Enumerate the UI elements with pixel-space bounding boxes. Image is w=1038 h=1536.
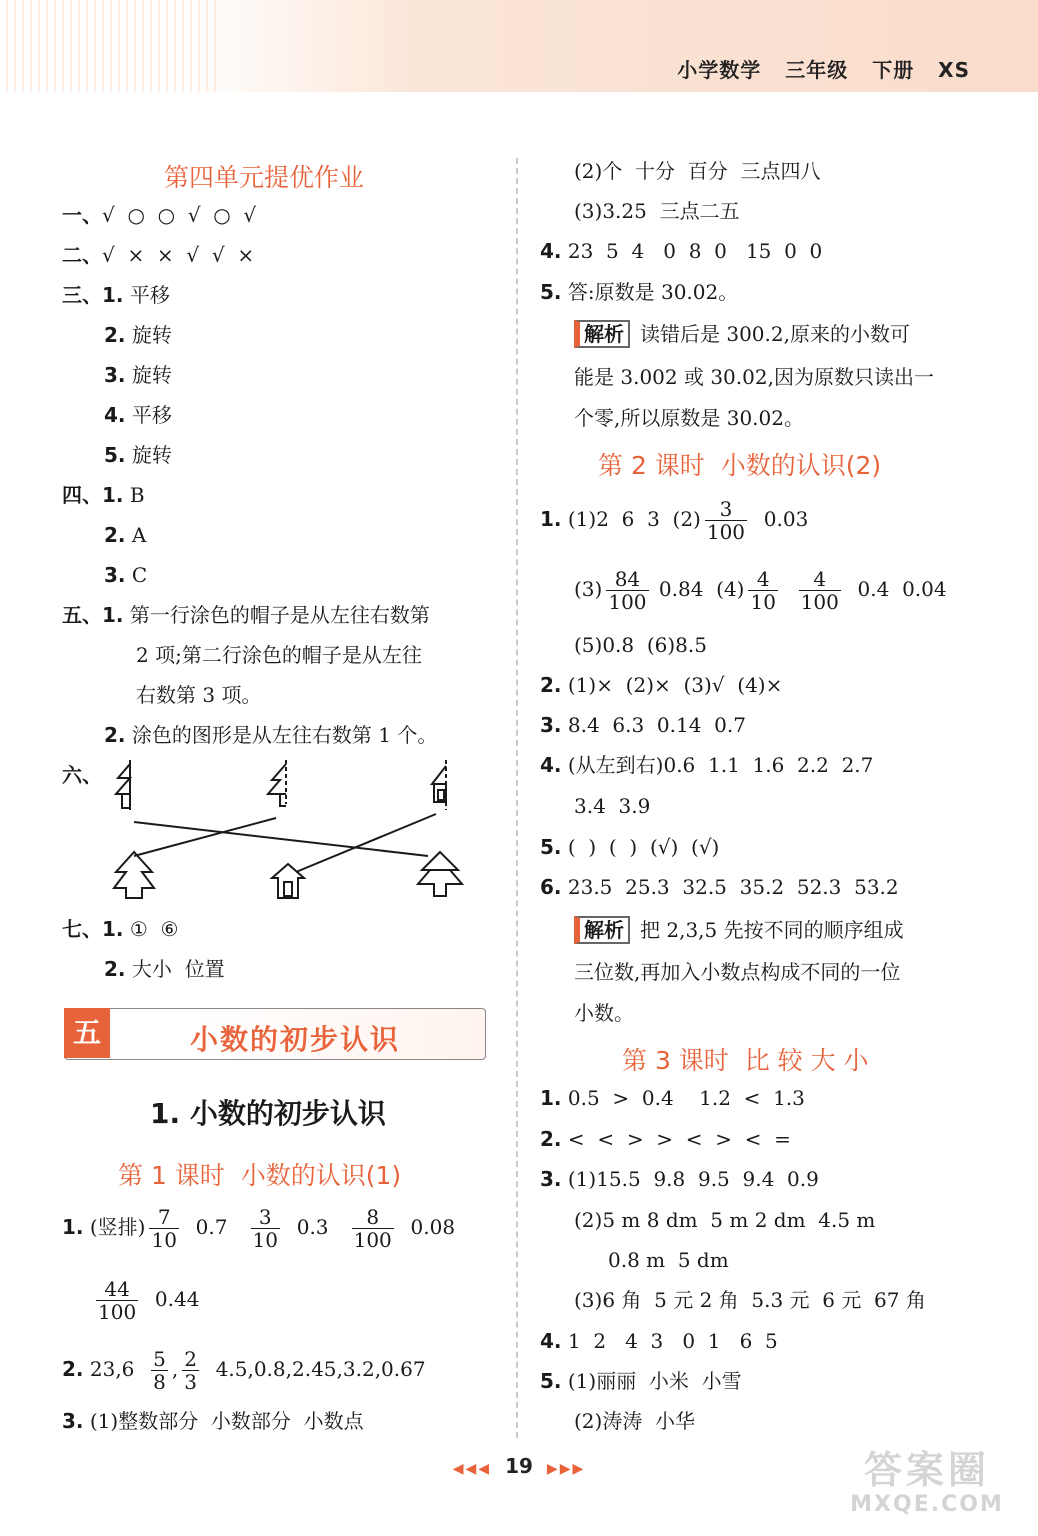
header-decoration — [0, 0, 220, 92]
fraction: $\frac{4}{10}$ — [750, 567, 776, 614]
answer-q3-3: 3. 旋转 — [104, 363, 172, 387]
period-2-title: 第 2 课时 小数的认识(2) — [598, 451, 882, 480]
fraction: $\frac{2}{3}$ — [184, 1347, 197, 1394]
fraction: $\frac{5}{8}$ — [153, 1347, 166, 1394]
left-arrows-icon: ◀◀◀ — [452, 1461, 492, 1477]
answer-q4-2: 2. A — [104, 523, 147, 547]
answer-q1: 一、√ ○ ○ √ ○ √ — [62, 203, 257, 227]
p3-q3b: (2)5 m 8 dm 5 m 2 dm 4.5 m — [574, 1208, 876, 1232]
p3-q2: 2. < < > > < > < = — [540, 1127, 791, 1151]
answer-q3-1: 三、1. 平移 — [62, 283, 170, 307]
answer-q2: 二、√ × × √ √ × — [62, 243, 255, 267]
p2-q2: 2. (1)× (2)× (3)√ (4)× — [540, 673, 783, 697]
analysis-1c: 个零,所以原数是 30.02。 — [574, 406, 804, 430]
r-line-3: 4. 23 5 4 0 8 0 15 0 0 — [540, 239, 823, 263]
chapter-title: 小数的初步认识 — [190, 1023, 401, 1056]
bottom-shape-1 — [114, 852, 154, 898]
top-shape-3 — [432, 760, 446, 810]
answer-q3-2: 2. 旋转 — [104, 323, 172, 347]
fraction: $\frac{7}{10}$ — [151, 1205, 177, 1252]
column-divider — [516, 158, 518, 1438]
right-arrows-icon: ▶▶▶ — [546, 1461, 586, 1477]
analysis-2b: 三位数,再加入小数点构成不同的一位 — [574, 960, 901, 984]
header-subject: 小学数学 — [677, 58, 762, 82]
analysis-2c: 小数。 — [574, 1001, 634, 1025]
p2-q6: 6. 23.5 25.3 32.5 35.2 52.3 53.2 — [540, 875, 899, 899]
header-volume: 下册 — [872, 58, 915, 82]
p2-q1: 1. (1)2 6 3 (2) $\frac{3}{100}$ 0.03 — [540, 497, 809, 544]
fraction: $\frac{84}{100}$ — [608, 567, 647, 614]
p1-q1: 1. (竖排) $\frac{7}{10}$ 0.7 $\frac{3}{10}$ 0.3 $\frac{8}{100}$ 0.08 — [62, 1205, 456, 1252]
page-header — [677, 54, 970, 83]
analysis-tag: 解析 — [574, 320, 630, 348]
watermark-logo: 答案圈 MXQE.COM — [850, 1448, 1004, 1517]
fraction: $\frac{3}{10}$ — [252, 1205, 278, 1252]
page-number: 19 — [505, 1454, 533, 1478]
answer-q5-1c: 右数第 3 项。 — [136, 683, 262, 707]
answer-q5-2: 2. 涂色的图形是从左往右数第 1 个。 — [104, 723, 438, 747]
p2-q1b: (3) $\frac{84}{100}$ 0.84 (4) $\frac{4}{10}$ $\frac{4}{100}$ 0.4 0.04 — [574, 567, 947, 614]
bottom-shape-3 — [418, 852, 462, 896]
analysis-tag: 解析 — [574, 916, 630, 944]
p1-q2: 2. 23,6 $\frac{5}{8}$ , $\frac{2}{3}$ 4.5,0.8,2.45,3.2,0.67 — [62, 1347, 426, 1394]
p1-q3: 3. (1)整数部分 小数部分 小数点 — [62, 1409, 364, 1433]
answer-q5-1b: 2 项;第二行涂色的帽子是从左往 — [136, 643, 422, 667]
fraction: $\frac{4}{100}$ — [800, 567, 839, 614]
header-grade: 三年级 — [785, 58, 849, 82]
r-line-1: (2)个 十分 百分 三点四八 — [574, 159, 821, 183]
r-line-4: 5. 答:原数是 30.02。 — [540, 280, 739, 304]
p3-q3c: 0.8 m 5 dm — [608, 1248, 729, 1272]
period-1-title: 第 1 课时 小数的认识(1) — [118, 1161, 402, 1190]
p3-q1: 1. 0.5 > 0.4 1.2 < 1.3 — [540, 1086, 805, 1110]
p3-q3d: (3)6 角 5 元 2 角 5.3 元 6 元 67 角 — [574, 1288, 926, 1312]
p1-q1b: $\frac{44}{100}$ 0.44 — [98, 1277, 200, 1324]
answer-q5-1: 五、1. 第一行涂色的帽子是从左往右数第 — [62, 603, 430, 627]
answer-q4-1: 四、1. B — [62, 483, 145, 507]
header-edition: XS — [938, 58, 970, 82]
p3-q4: 4. 1 2 4 3 0 1 6 5 — [540, 1329, 778, 1353]
answer-q3-4: 4. 平移 — [104, 403, 172, 427]
p2-q1c: (5)0.8 (6)8.5 — [574, 633, 707, 657]
analysis-2: 解析 把 2,3,5 先按不同的顺序组成 — [574, 916, 904, 944]
p3-q5: 5. (1)丽丽 小米 小雪 — [540, 1369, 742, 1393]
p2-q3: 3. 8.4 6.3 0.14 0.7 — [540, 713, 746, 737]
p3-q3: 3. (1)15.5 9.8 9.5 9.4 0.9 — [540, 1167, 819, 1191]
answer-q7-2: 2. 大小 位置 — [104, 957, 225, 981]
top-shape-1 — [116, 760, 130, 810]
bottom-shape-2 — [272, 864, 304, 898]
analysis-1b: 能是 3.002 或 30.02,因为原数只读出一 — [574, 365, 934, 389]
p2-q4: 4. (从左到右)0.6 1.1 1.6 2.2 2.7 — [540, 753, 874, 777]
fraction: $\frac{8}{100}$ — [353, 1205, 392, 1252]
analysis-1: 解析 读错后是 300.2,原来的小数可 — [574, 320, 910, 348]
answer-q3-5: 5. 旋转 — [104, 443, 172, 467]
matching-diagram — [100, 760, 480, 910]
chapter-number: 五 — [64, 1008, 110, 1058]
answer-q6-label: 六、 — [62, 763, 102, 787]
lesson-title: 1. 小数的初步认识 — [150, 1097, 386, 1130]
fraction: $\frac{44}{100}$ — [98, 1277, 137, 1324]
p2-q5: 5. ( ) ( ) (√) (√) — [540, 835, 720, 859]
p2-q4b: 3.4 3.9 — [574, 794, 651, 818]
p3-q5b: (2)涛涛 小华 — [574, 1409, 696, 1433]
answer-q7-1: 七、1. ① ⑥ — [62, 917, 179, 941]
answer-q4-3: 3. C — [104, 563, 148, 587]
fraction: $\frac{3}{100}$ — [706, 497, 746, 544]
period-3-title: 第 3 课时 比 较 大 小 — [622, 1046, 869, 1075]
top-shape-2 — [268, 760, 286, 806]
r-line-2: (3)3.25 三点二五 — [574, 199, 740, 223]
section-title: 第四单元提优作业 — [164, 163, 365, 192]
